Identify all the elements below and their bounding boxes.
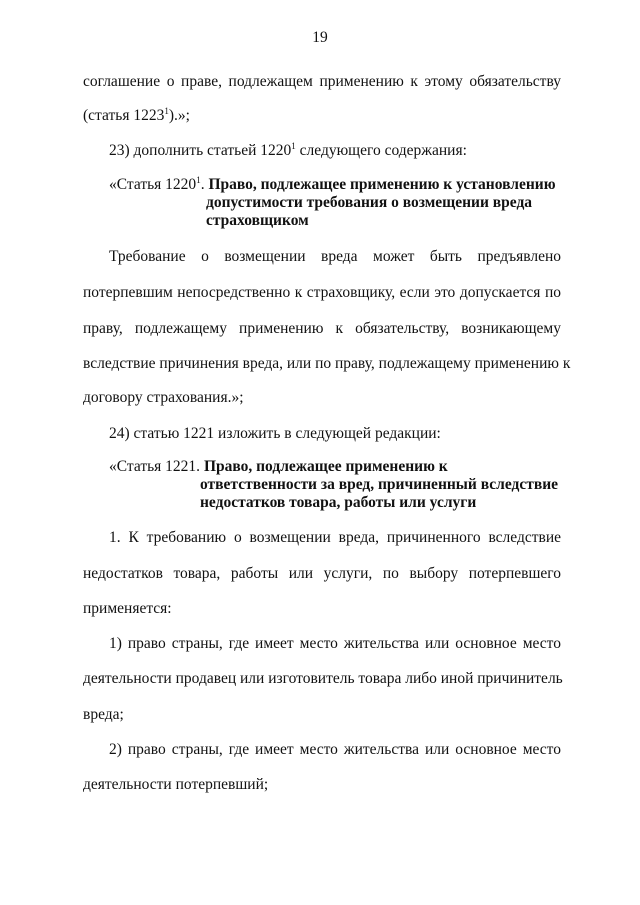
- text-line: применяется:: [83, 600, 172, 617]
- article-heading-line: допустимости требования о возмещении вреда: [206, 194, 533, 211]
- text-line: праву, подлежащему применению к обязательству, возникающему: [83, 320, 561, 337]
- article-heading-line: страховщиком: [206, 212, 309, 229]
- article-heading-1220-1: «Статья 1220$^1$. Право, подлежащее применению к установлению: [109, 175, 556, 193]
- text-line: деятельности продавец или изготовитель товара либо иной причинитель: [83, 670, 563, 687]
- text-line: (статья 1223$^1$).»;: [83, 106, 190, 124]
- text-line: 1. К требованию о возмещении вреда, причиненного вследствие: [109, 529, 561, 546]
- text-line: 1) право страны, где имеет место жительства или основное место: [109, 635, 561, 652]
- text-line: договору страхования.»;: [83, 389, 244, 406]
- item-23: 23) дополнить статьей 1220$^1$ следующего содержания:: [109, 141, 467, 159]
- text-line: вреда;: [83, 706, 124, 723]
- article-heading-line: недостатков товара, работы или услуги: [200, 494, 477, 511]
- text-line: 2) право страны, где имеет место жительства или основное место: [109, 741, 561, 758]
- item-24: 24) статью 1221 изложить в следующей редакции:: [109, 425, 441, 442]
- text-line: Требование о возмещении вреда может быть предъявлено: [109, 248, 561, 265]
- article-heading-1221: «Статья 1221. Право, подлежащее применению к: [109, 458, 448, 475]
- text-line: соглашение о праве, подлежащем применению к этому обязательству: [83, 73, 561, 90]
- text-line: недостатков товара, работы или услуги, по выбору потерпевшего: [83, 565, 561, 582]
- page-number: 19: [312, 29, 328, 46]
- text-line: деятельности потерпевший;: [83, 776, 269, 793]
- text-line: вследствие причинения вреда, или по праву, подлежащему применению к: [83, 355, 571, 372]
- article-heading-line: ответственности за вред, причиненный вследствие: [200, 476, 559, 493]
- text-line: потерпевшим непосредственно к страховщику, если это допускается по: [83, 284, 561, 301]
